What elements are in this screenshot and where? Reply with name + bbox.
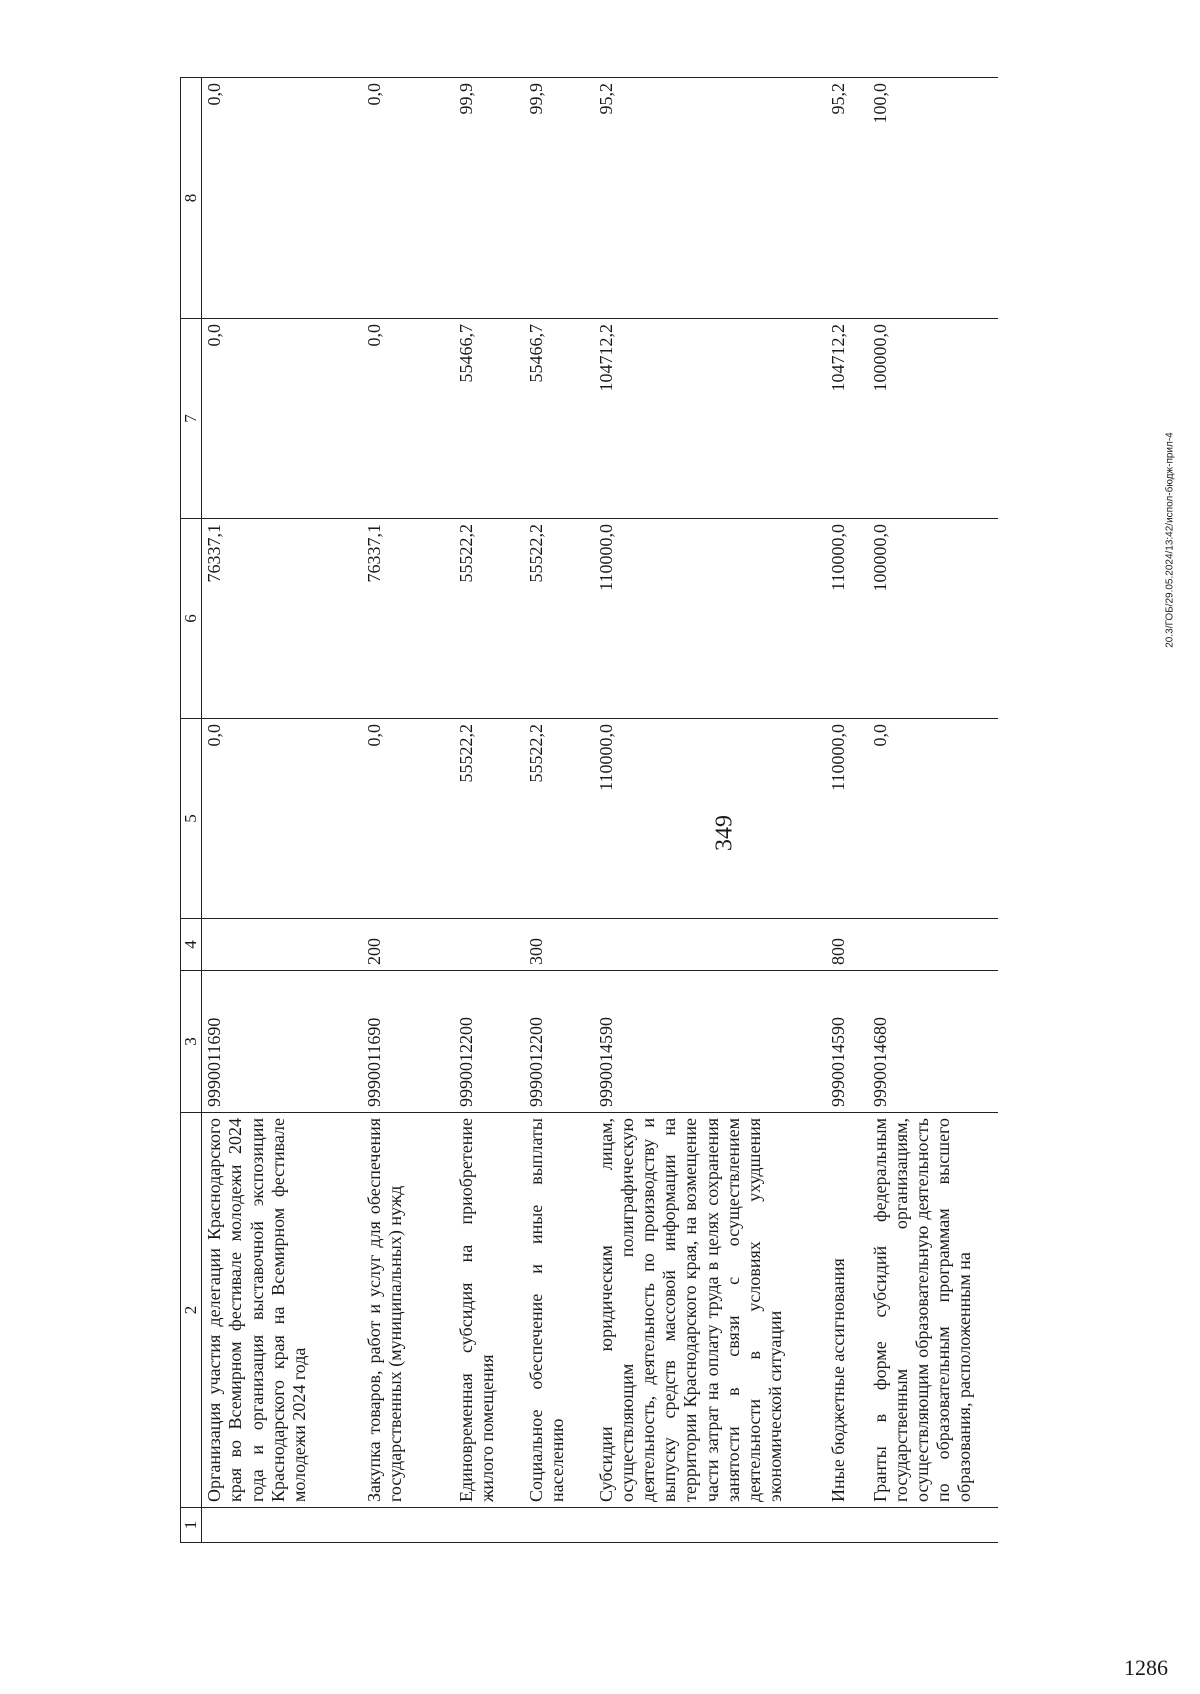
cell-target-code: 9990014590 <box>826 971 868 1113</box>
cell-target-code: 9990011690 <box>362 971 454 1113</box>
cell-col6: 76337,1 <box>362 519 454 719</box>
cell-number <box>202 1508 362 1543</box>
cell-expense-type <box>202 919 362 971</box>
cell-col8: 100,0 <box>868 78 998 319</box>
cell-description: Закупка товаров, работ и услуг для обеспечения государственных (муниципальных) нужд <box>362 1113 454 1508</box>
cell-col5: 110000,0 <box>826 719 868 919</box>
table-row <box>826 78 868 1543</box>
cell-number <box>362 1508 454 1543</box>
cell-target-code: 9990014680 <box>868 971 998 1113</box>
cell-description: Единовременная субсидия на приобретение жилого помещения <box>454 1113 524 1508</box>
header-cell: 6 <box>181 519 202 719</box>
cell-col6: 110000,0 <box>826 519 868 719</box>
cell-expense-type <box>594 919 826 971</box>
cell-expense-type <box>454 919 524 971</box>
cell-number <box>826 1508 868 1543</box>
table-row <box>454 78 524 1543</box>
cell-col6: 55522,2 <box>524 519 594 719</box>
cell-number <box>454 1508 524 1543</box>
cell-expense-type <box>868 919 998 971</box>
cell-col6: 76337,1 <box>202 519 362 719</box>
cell-col7: 104712,2 <box>594 319 826 519</box>
cell-col5: 55522,2 <box>524 719 594 919</box>
cell-expense-type: 200 <box>362 919 454 971</box>
cell-description: Социальное обеспечение и иные выплаты населению <box>524 1113 594 1508</box>
cell-col7: 0,0 <box>362 319 454 519</box>
cell-expense-type: 800 <box>826 919 868 971</box>
cell-col6: 100000,0 <box>868 519 998 719</box>
cell-target-code: 9990014590 <box>594 971 826 1113</box>
header-cell: 5 <box>181 719 202 919</box>
cell-target-code: 9990012200 <box>524 971 594 1113</box>
table-row <box>202 78 362 1543</box>
cell-col7: 104712,2 <box>826 319 868 519</box>
cell-expense-type: 300 <box>524 919 594 971</box>
cell-number <box>524 1508 594 1543</box>
cell-description: Субсидии юридическим лицам, осуществляющим полиграфическую деятельность, деятельность по производству и выпуску средств массовой информации на территории Краснодарского края, на возмещение части затрат на оплату труда в целях сохранения занятости в связи с осуществлением деятельности в условиях ухудшения экономической ситуации <box>594 1113 826 1508</box>
budget-table <box>180 77 998 1543</box>
table-header-row <box>181 78 202 1543</box>
cell-col5: 0,0 <box>202 719 362 919</box>
header-cell: 1 <box>181 1508 202 1543</box>
cell-col8: 95,2 <box>826 78 868 319</box>
cell-col6: 55522,2 <box>454 519 524 719</box>
cell-col7: 100000,0 <box>868 319 998 519</box>
cell-col8: 0,0 <box>362 78 454 319</box>
cell-col6: 110000,0 <box>594 519 826 719</box>
cell-description: Организация участия делегации Краснодарского края во Всемирном фестивале молодежи 2024 года и организация выставочной экспозиции Краснодарского края на Всемирном фестивале молодежи 2024 года <box>202 1113 362 1508</box>
cell-target-code: 9990012200 <box>454 971 524 1113</box>
cell-col7: 55466,7 <box>454 319 524 519</box>
table-row <box>594 78 826 1543</box>
cell-col5: 55522,2 <box>454 719 524 919</box>
header-cell: 2 <box>181 1113 202 1508</box>
cell-number <box>594 1508 826 1543</box>
header-cell: 7 <box>181 319 202 519</box>
cell-col7: 0,0 <box>202 319 362 519</box>
header-cell: 8 <box>181 78 202 319</box>
cell-col5: 0,0 <box>868 719 998 919</box>
cell-col5: 110000,0 <box>594 719 826 919</box>
cell-col5: 0,0 <box>362 719 454 919</box>
cell-col8: 99,9 <box>524 78 594 319</box>
table-row <box>868 78 998 1543</box>
footer-page-number: 1286 <box>1124 1655 1168 1680</box>
table-row <box>362 78 454 1543</box>
header-cell: 4 <box>181 919 202 971</box>
cell-target-code: 9990011690 <box>202 971 362 1113</box>
header-cell: 3 <box>181 971 202 1113</box>
cell-number <box>868 1508 998 1543</box>
document-stamp: 20.3/ГОБ/29.05.2024/13:42/испол-бюдж-прил-4 <box>1164 432 1176 648</box>
table-row <box>524 78 594 1543</box>
cell-description: Гранты в форме субсидий федеральным государственным организациям, осуществляющим образовательную деятельность по образовательным программам высшего образования, расположенным на <box>868 1113 998 1508</box>
cell-col8: 95,2 <box>594 78 826 319</box>
budget-table-container <box>180 78 976 1543</box>
cell-description: Иные бюджетные ассигнования <box>826 1113 868 1508</box>
cell-col8: 99,9 <box>454 78 524 319</box>
cell-col8: 0,0 <box>202 78 362 319</box>
page-number: 349 <box>711 815 738 851</box>
cell-col7: 55466,7 <box>524 319 594 519</box>
